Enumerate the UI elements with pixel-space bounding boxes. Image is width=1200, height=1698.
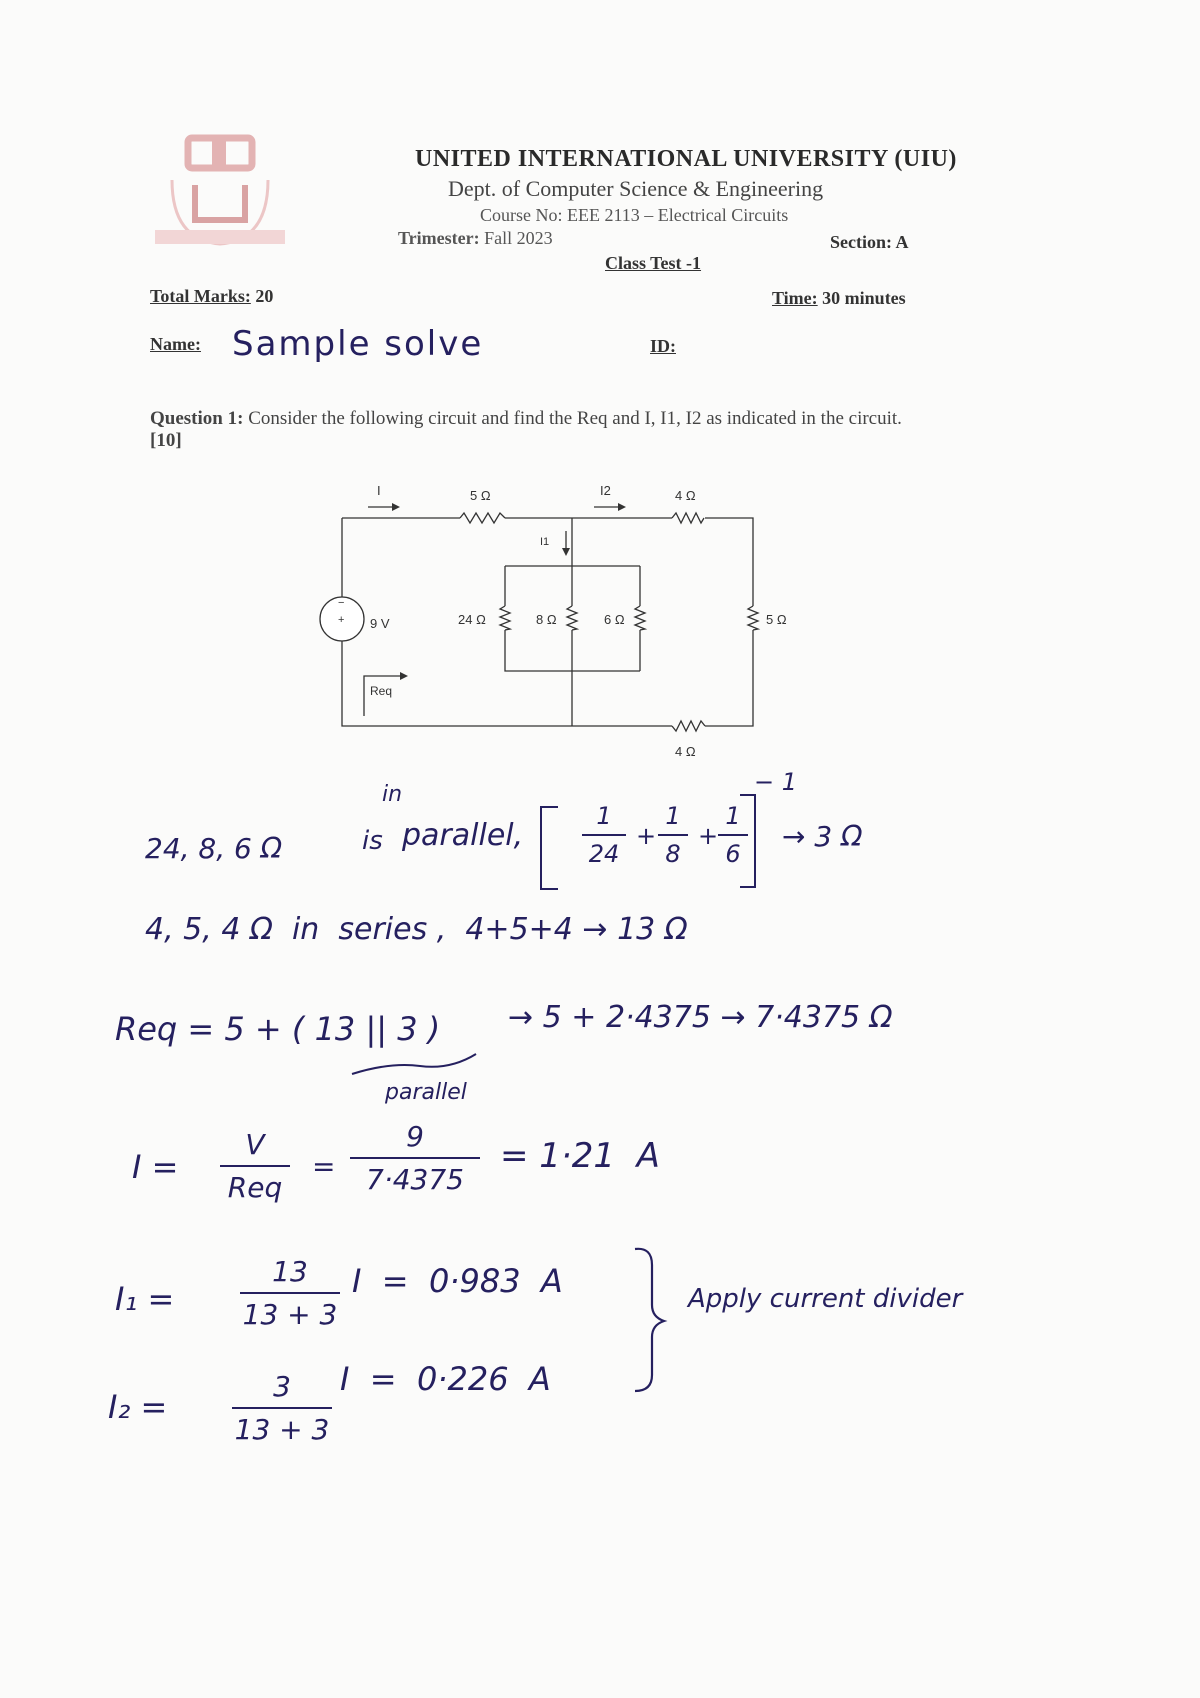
time-value: 30 minutes [822,288,906,308]
resistor-4ohm-top [672,513,704,523]
solution-line3-note: parallel [385,1080,467,1105]
solution-line1-is: is [362,826,383,856]
university-name: UNITED INTERNATIONAL UNIVERSITY (UIU) [415,146,957,172]
svg-text:+: + [338,614,345,626]
fraction-v-req [220,1128,290,1204]
solution-line1-result: → 3 Ω [782,820,863,853]
id-label: ID: [650,336,676,356]
name-value: Sample solve [232,324,484,364]
section-label: Section: [830,232,892,252]
resistor-6ohm [635,606,645,630]
total-marks-value: 20 [255,286,274,306]
trimester-value: Fall 2023 [484,228,553,248]
resistor-24ohm [500,606,510,630]
name-label: Name: [150,334,201,354]
solution-line3-right: → 5 + 2·4375 → 7·4375 Ω [508,1000,893,1035]
label-current-I: I [377,483,381,498]
solution-line6-result: I = 0·226 A [340,1360,551,1398]
label-current-I2: I2 [600,483,611,498]
time-label: Time: [772,288,818,308]
question-body: Consider the following circuit and find the Req and I, I1, I2 as indicated in the circuit. [248,408,902,429]
solution-line1-exponent: − 1 [754,768,798,796]
label-r-24: 24 Ω [458,612,486,627]
svg-text:−: − [338,597,345,609]
section-value: A [895,232,909,252]
bracket-right [740,794,756,888]
section [830,232,909,253]
fraction-3-16-den: 13 + 3 [234,1413,330,1446]
fraction-1-8-num: 1 [665,802,681,830]
solution-line5-result: I = 0·983 A [352,1262,563,1300]
curly-bracket [630,1245,680,1399]
equals-sign: = [312,1150,336,1183]
fraction-1-8 [658,802,688,868]
fraction-v-req-num: V [245,1128,265,1161]
department-name: Dept. of Computer Science & Engineering [448,176,824,201]
fraction-3-16-num: 3 [273,1370,291,1403]
label-r-top-right: 4 Ω [675,488,696,503]
solution-line3-left: Req = 5 + ( 13 || 3 ) [115,1010,441,1048]
circuit-diagram [300,478,820,768]
solution-line5-lhs: I₁ = [115,1280,175,1318]
fraction-1-8-den: 8 [665,840,681,868]
solution-line1-in: in [382,782,403,807]
resistor-5ohm-right [748,606,758,630]
solution-line6-lhs: I₂ = [108,1388,168,1426]
question-marks: [10] [150,430,182,451]
fraction-1-24 [582,802,626,868]
solution-line1-parallel: parallel, [402,818,524,853]
trimester [398,228,553,249]
label-r-top-left: 5 Ω [470,488,491,503]
fraction-13-16-num: 13 [272,1255,308,1288]
fraction-1-24-num: 1 [596,802,612,830]
fraction-9-req-num: 9 [406,1120,424,1153]
bracket-note: Apply current divider [688,1284,963,1314]
test-title: Class Test -1 [605,253,702,273]
resistor-8ohm [567,606,577,630]
course-info: Course No: EEE 2113 – Electrical Circuits [480,205,789,225]
resistor-4ohm-bottom [672,721,705,731]
question-label: Question 1: [150,408,244,429]
fraction-9-req [350,1120,480,1196]
bracket-left [540,806,558,890]
time-limit [772,288,906,309]
fraction-1-24-den: 24 [588,840,620,868]
label-r-8: 8 Ω [536,612,557,627]
label-r-bottom: 4 Ω [675,744,696,759]
label-req: Req [370,684,393,698]
fraction-v-req-den: Req [227,1171,283,1204]
fraction-13-16-den: 13 + 3 [242,1298,338,1331]
label-current-I1: I1 [540,536,550,548]
solution-line4-result: = 1·21 A [500,1136,660,1176]
solution-line1-prefix: 24, 8, 6 Ω [145,832,283,865]
plus-sign-2: + [698,822,719,850]
resistor-5ohm-top [460,513,505,523]
fraction-3-16 [232,1370,332,1446]
trimester-label: Trimester: [398,228,480,248]
question-text [150,408,970,452]
total-marks-label: Total Marks: [150,286,251,306]
fraction-13-16 [240,1255,340,1331]
university-logo [150,130,290,255]
plus-sign-1: + [636,822,657,850]
label-r-right: 5 Ω [766,612,787,627]
solution-line2: 4, 5, 4 Ω in series , 4+5+4 → 13 Ω [145,912,688,947]
fraction-1-6-den: 6 [725,840,741,868]
solution-line4-lhs: I = [132,1148,179,1186]
label-source: 9 V [370,616,390,631]
fraction-1-6-num: 1 [725,802,741,830]
fraction-9-req-den: 7·4375 [366,1163,464,1196]
total-marks [150,286,273,307]
label-r-6: 6 Ω [604,612,625,627]
